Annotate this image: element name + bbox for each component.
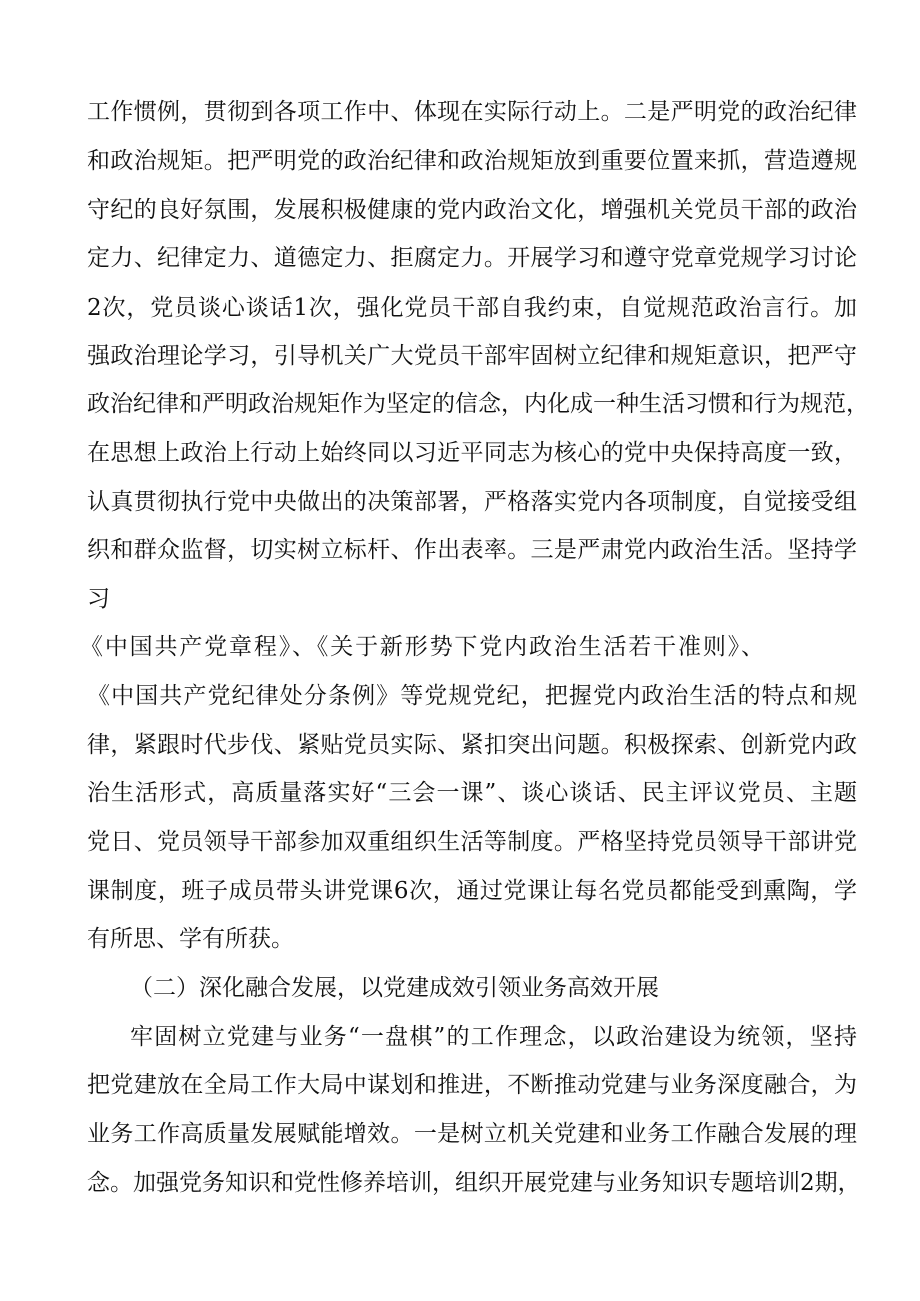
body-text-line: 工作惯例，贯彻到各项工作中、体现在实际行动上。二是严明党的政治纪律 [87,99,857,125]
body-text-line: 和政治规矩。把严明党的政治纪律和政治规矩放到重要位置来抓，营造遵规 [87,148,857,174]
body-text-line: 强政治理论学习，引导机关广大党员干部牢固树立纪律和规矩意识，把严守 [87,343,857,369]
body-text-line: 念。加强党务知识和党性修养培训，组织开展党建与业务知识专题培训2期， [87,1170,861,1196]
body-text-line: 习 [87,586,110,612]
body-text-line: 课制度，班子成员带头讲党课6次，通过党课让每名党员都能受到熏陶，学 [87,878,857,904]
body-text-line: 定力、纪律定力、道德定力、拒腐定力。开展学习和遵守党章党规学习讨论 [87,245,857,271]
body-text-line: 业务工作高质量发展赋能增效。一是树立机关党建和业务工作融合发展的理 [87,1121,857,1147]
body-text-line: 2次，党员谈心谈话1次，强化党员干部自我约束，自觉规范政治言行。加 [87,295,857,321]
body-text-line: 党日、党员领导干部参加双重组织生活等制度。严格坚持党员领导干部讲党 [87,829,857,855]
body-text-line: 有所思、学有所获。 [87,926,294,952]
body-text-line: 《中国共产党纪律处分条例》等党规党纪，把握党内政治生活的特点和规 [87,683,857,709]
body-text-line: 认真贯彻执行党中央做出的决策部署，严格落实党内各项制度，自觉接受组 [87,489,857,515]
body-text-line: 在思想上政治上行动上始终同以习近平同志为核心的党中央保持高度一致， [87,440,857,466]
body-text-line: 律，紧跟时代步伐、紧贴党员实际、紧扣突出问题。积极探索、创新党内政 [87,732,857,758]
body-text-line: 《中国共产党章程》、《关于新形势下党内政治生活若干准则》、 [80,634,764,660]
section-heading: （二）深化融合发展，以党建成效引领业务高效开展 [130,975,659,1001]
body-text-line: 政治纪律和严明政治规矩作为坚定的信念，内化成一种生活习惯和行为规范， [87,391,869,417]
body-text-line: 治生活形式，高质量落实好“三会一课”、谈心谈话、民主评议党员、主题 [87,780,857,806]
body-text-line: 把党建放在全局工作大局中谋划和推进，不断推动党建与业务深度融合，为 [87,1072,857,1098]
body-text-line: 守纪的良好氛围，发展积极健康的党内政治文化，增强机关党员干部的政治 [87,197,857,223]
body-text-line: 织和群众监督，切实树立标杆、作出表率。三是严肃党内政治生活。坚持学 [87,537,857,563]
body-text-line: 牢固树立党建与业务“一盘棋”的工作理念，以政治建设为统领，坚持 [130,1024,857,1050]
